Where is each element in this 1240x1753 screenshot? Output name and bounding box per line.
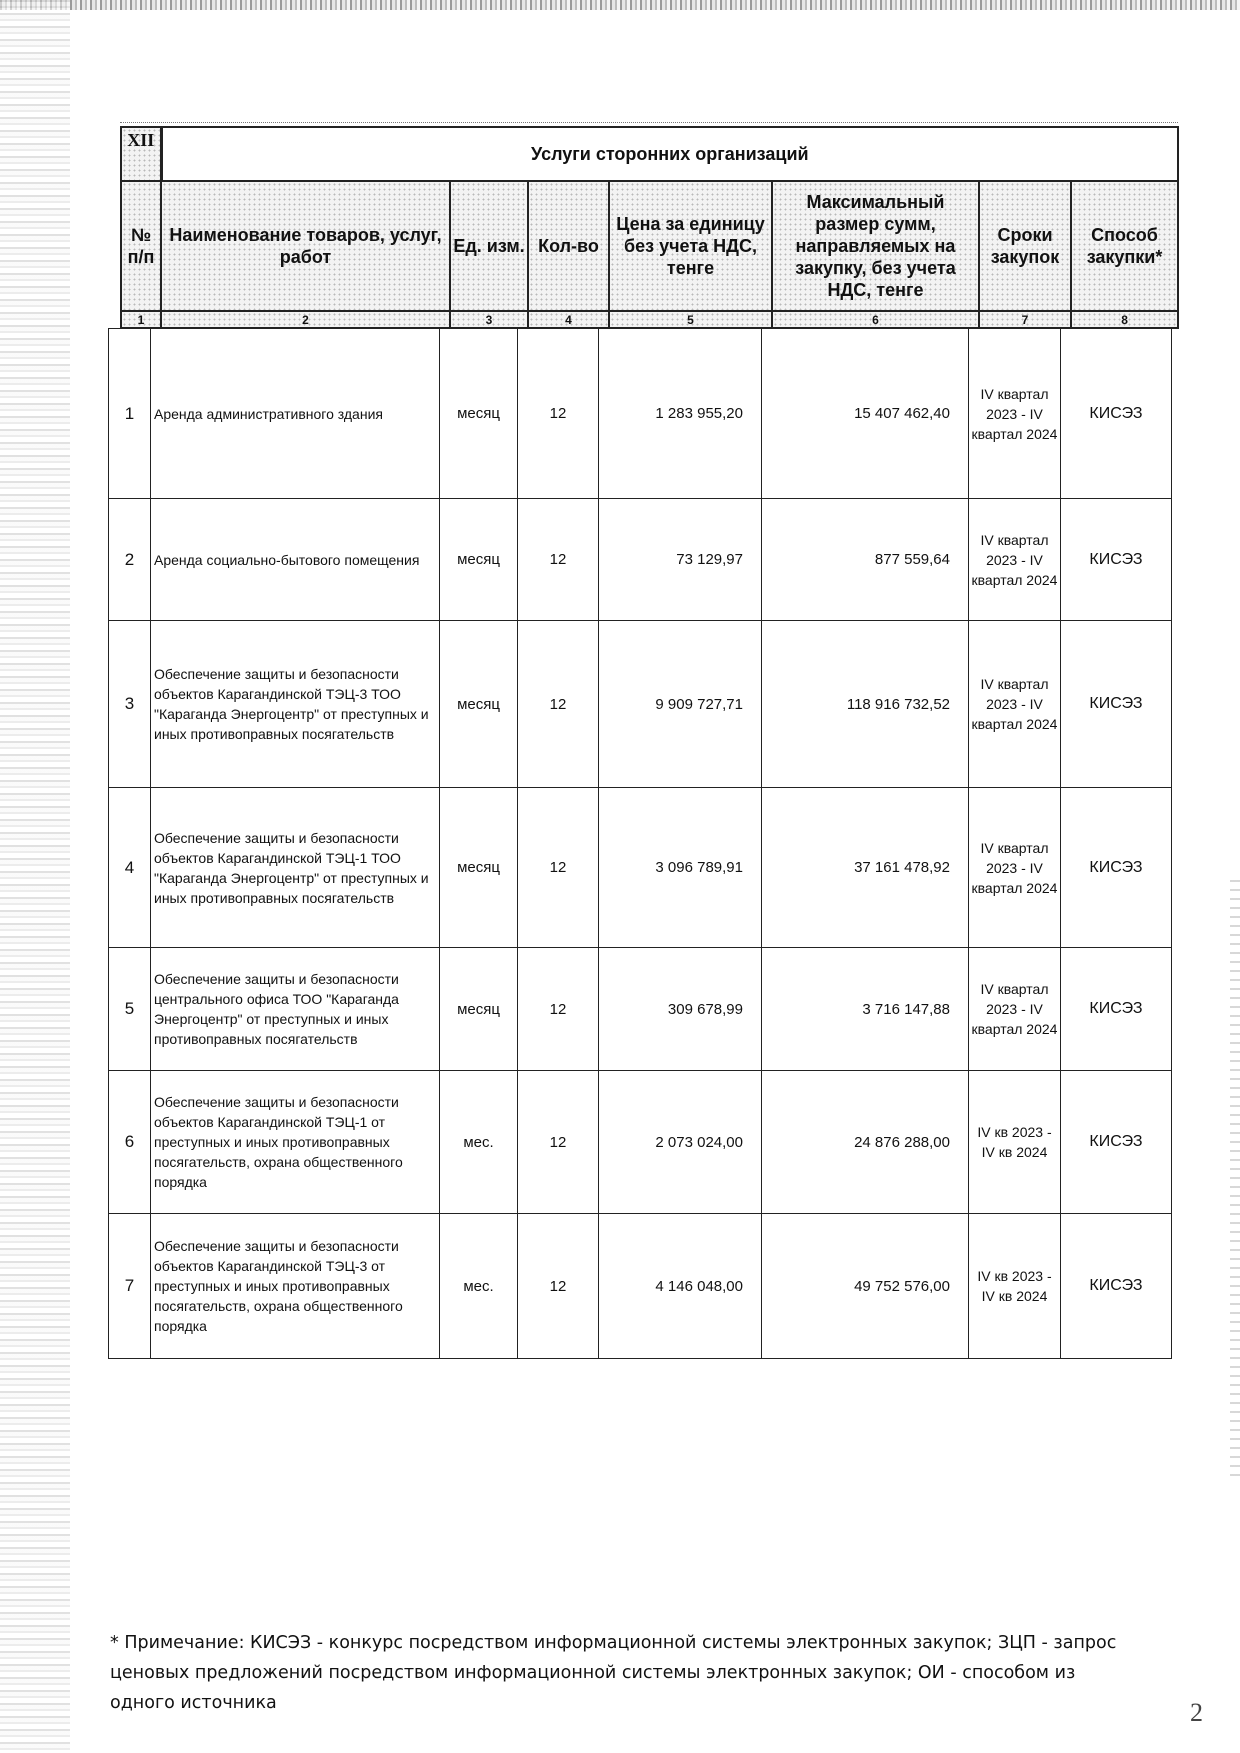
row-qty: 12 bbox=[518, 788, 599, 948]
row-name: Обеспечение защиты и безопасности объектов Карагандинской ТЭЦ-1 ТОО "Караганда Энергоцентр" от преступных и иных противоправных посягательств bbox=[151, 788, 440, 948]
row-number: 3 bbox=[109, 621, 151, 788]
row-qty: 12 bbox=[518, 329, 599, 499]
col-header-qty: Кол-во bbox=[528, 181, 609, 311]
row-name: Аренда административного здания bbox=[151, 329, 440, 499]
row-unit: мес. bbox=[440, 1214, 518, 1359]
col-number: 6 bbox=[772, 311, 979, 328]
row-unit: мес. bbox=[440, 1071, 518, 1214]
row-number: 5 bbox=[109, 948, 151, 1071]
row-total: 37 161 478,92 bbox=[762, 788, 969, 948]
row-total: 15 407 462,40 bbox=[762, 329, 969, 499]
row-price: 73 129,97 bbox=[599, 499, 762, 621]
table-row bbox=[109, 621, 1172, 788]
row-total: 24 876 288,00 bbox=[762, 1071, 969, 1214]
row-period: IV квартал 2023 - IV квартал 2024 bbox=[969, 788, 1061, 948]
col-header-unit: Ед. изм. bbox=[450, 181, 528, 311]
section-number: XII bbox=[121, 127, 161, 181]
row-number: 1 bbox=[109, 329, 151, 499]
row-period: IV кв 2023 - IV кв 2024 bbox=[969, 1214, 1061, 1359]
row-unit: месяц bbox=[440, 788, 518, 948]
row-method: КИСЭЗ bbox=[1061, 329, 1172, 499]
col-header-price: Цена за единицу без учета НДС, тенге bbox=[609, 181, 772, 311]
scan-artifact-right bbox=[1230, 880, 1240, 1480]
row-total: 3 716 147,88 bbox=[762, 948, 969, 1071]
row-method: КИСЭЗ bbox=[1061, 499, 1172, 621]
table-row bbox=[109, 948, 1172, 1071]
col-header-method: Способ закупки* bbox=[1071, 181, 1178, 311]
row-method: КИСЭЗ bbox=[1061, 788, 1172, 948]
row-qty: 12 bbox=[518, 1071, 599, 1214]
row-number: 2 bbox=[109, 499, 151, 621]
col-number: 4 bbox=[528, 311, 609, 328]
col-header-period: Сроки закупок bbox=[979, 181, 1071, 311]
top-dotted-rule bbox=[120, 122, 1178, 123]
row-name: Обеспечение защиты и безопасности объектов Карагандинской ТЭЦ-1 от преступных и иных противоправных посягательств, охрана общественного порядка bbox=[151, 1071, 440, 1214]
col-header-total: Максимальный размер сумм, направляемых на закупку, без учета НДС, тенге bbox=[772, 181, 979, 311]
col-header-num: № п/п bbox=[121, 181, 161, 311]
scan-artifact-top bbox=[0, 0, 1240, 10]
row-name: Обеспечение защиты и безопасности центрального офиса ТОО "Караганда Энергоцентр" от преступных и иных противоправных посягательств bbox=[151, 948, 440, 1071]
row-period: IV квартал 2023 - IV квартал 2024 bbox=[969, 499, 1061, 621]
row-qty: 12 bbox=[518, 1214, 599, 1359]
row-price: 309 678,99 bbox=[599, 948, 762, 1071]
col-number: 8 bbox=[1071, 311, 1178, 328]
row-name: Обеспечение защиты и безопасности объектов Карагандинской ТЭЦ-3 от преступных и иных противоправных посягательств, охрана общественного порядка bbox=[151, 1214, 440, 1359]
column-header-row bbox=[121, 181, 1178, 311]
row-number: 6 bbox=[109, 1071, 151, 1214]
table-row bbox=[109, 1071, 1172, 1214]
row-method: КИСЭЗ bbox=[1061, 948, 1172, 1071]
col-header-name: Наименование товаров, услуг, работ bbox=[161, 181, 450, 311]
row-name: Обеспечение защиты и безопасности объектов Карагандинской ТЭЦ-3 ТОО "Караганда Энергоцентр" от преступных и иных противоправных посягательств bbox=[151, 621, 440, 788]
row-qty: 12 bbox=[518, 948, 599, 1071]
row-total: 877 559,64 bbox=[762, 499, 969, 621]
row-price: 9 909 727,71 bbox=[599, 621, 762, 788]
table-row bbox=[109, 329, 1172, 499]
row-period: IV квартал 2023 - IV квартал 2024 bbox=[969, 948, 1061, 1071]
row-price: 1 283 955,20 bbox=[599, 329, 762, 499]
section-title: Услуги сторонних организаций bbox=[161, 127, 1178, 181]
row-period: IV квартал 2023 - IV квартал 2024 bbox=[969, 329, 1061, 499]
row-number: 4 bbox=[109, 788, 151, 948]
row-total: 49 752 576,00 bbox=[762, 1214, 969, 1359]
row-method: КИСЭЗ bbox=[1061, 1214, 1172, 1359]
row-price: 2 073 024,00 bbox=[599, 1071, 762, 1214]
table-row bbox=[109, 499, 1172, 621]
col-number: 7 bbox=[979, 311, 1071, 328]
row-unit: месяц bbox=[440, 329, 518, 499]
col-number: 5 bbox=[609, 311, 772, 328]
row-price: 4 146 048,00 bbox=[599, 1214, 762, 1359]
table-row bbox=[109, 788, 1172, 948]
row-method: КИСЭЗ bbox=[1061, 1071, 1172, 1214]
row-method: КИСЭЗ bbox=[1061, 621, 1172, 788]
col-number: 1 bbox=[121, 311, 161, 328]
row-number: 7 bbox=[109, 1214, 151, 1359]
row-qty: 12 bbox=[518, 499, 599, 621]
row-unit: месяц bbox=[440, 621, 518, 788]
col-number: 2 bbox=[161, 311, 450, 328]
row-period: IV квартал 2023 - IV квартал 2024 bbox=[969, 621, 1061, 788]
row-qty: 12 bbox=[518, 621, 599, 788]
column-number-row bbox=[121, 311, 1178, 328]
table-body bbox=[108, 328, 1172, 1359]
row-unit: месяц bbox=[440, 948, 518, 1071]
table-row bbox=[109, 1214, 1172, 1359]
table-header bbox=[120, 126, 1179, 329]
row-period: IV кв 2023 - IV кв 2024 bbox=[969, 1071, 1061, 1214]
col-number: 3 bbox=[450, 311, 528, 328]
row-unit: месяц bbox=[440, 499, 518, 621]
row-price: 3 096 789,91 bbox=[599, 788, 762, 948]
page-number: 2 bbox=[1190, 1698, 1203, 1727]
row-total: 118 916 732,52 bbox=[762, 621, 969, 788]
section-row bbox=[121, 127, 1178, 181]
scan-artifact-left bbox=[0, 0, 70, 1753]
footnote: * Примечание: КИСЭЗ - конкурс посредством информационной системы электронных закупок; ЗЦП - запрос ценовых предложений посредством информационной системы электронных закупок; ОИ - способом из одного источника bbox=[110, 1633, 1117, 1713]
row-name: Аренда социально-бытового помещения bbox=[151, 499, 440, 621]
